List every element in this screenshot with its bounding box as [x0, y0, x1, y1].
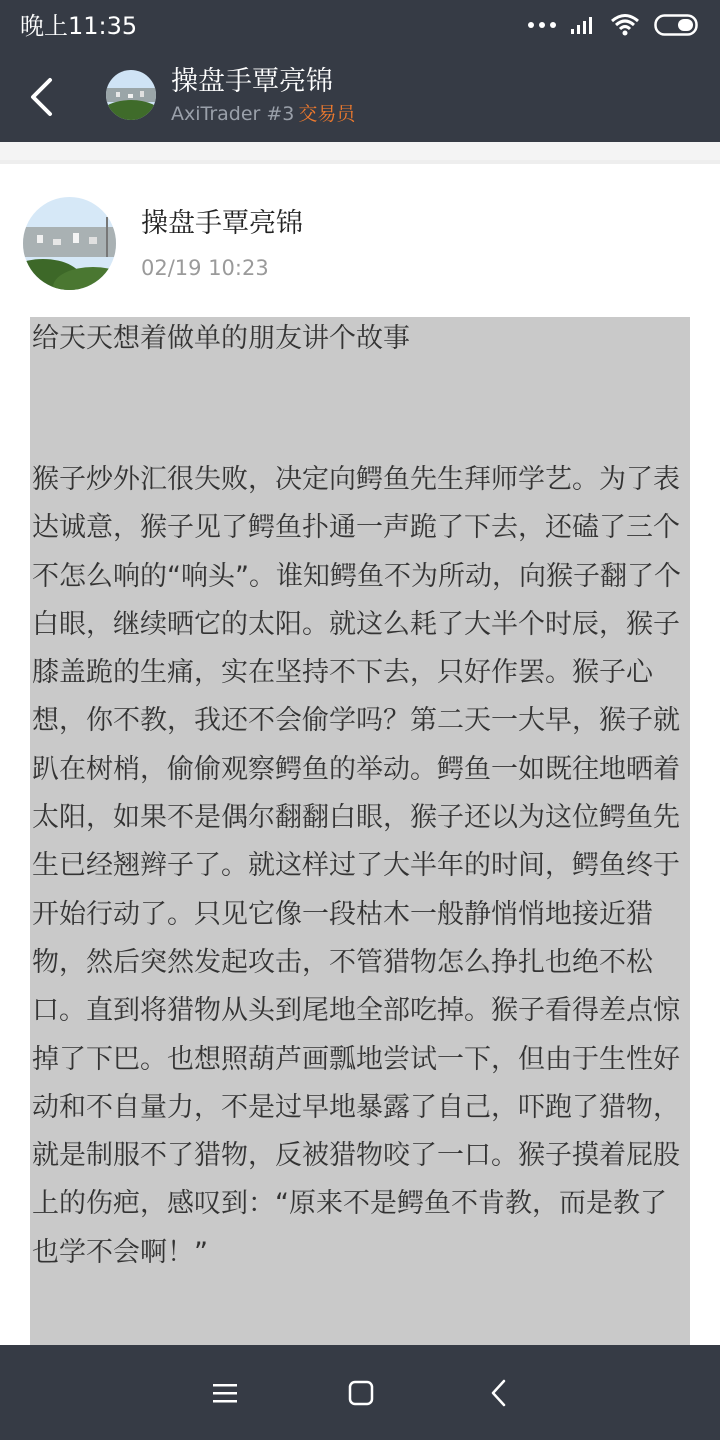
signal-icon [570, 15, 596, 35]
post-headline: 给天天想着做单的朋友讲个故事 [32, 323, 410, 354]
home-square-icon [348, 1380, 374, 1406]
status-icons [528, 8, 700, 42]
status-time: 晚上11:35 [20, 12, 138, 40]
back-button[interactable] [18, 72, 66, 122]
header-title: 操盘手覃亮锦 [171, 66, 333, 97]
menu-icon [212, 1382, 238, 1404]
post-paragraph: 猴子炒外汇很失败，决定向鳄鱼先生拜师学艺。为了表达诚意，猴子见了鳄鱼扑通一声跪了下去，还磕了三个不怎么响的“响头”。谁知鳄鱼不为所动，向猴子翻了个白眼，继续晒它的太阳。就这么耗了大半个时辰，猴子膝盖跪的生痛，实在坚持不下去，只好作罢。猴子心想，你不教，我还不会偷学吗？第二天一大早，猴子就趴在树梢，偷偷观察鳄鱼的举动。鳄鱼一如既往地晒着太阳，如果不是偶尔翻翻白眼，猴子还以为这位鳄鱼先生已经翘辫子了。就这样过了大半年的时间，鳄鱼终于开始行动了。只见它像一段枯木一般静悄悄地接近猎物，然后突然发起攻击，不管猎物怎么挣扎也绝不松口。直到将猎物从头到尾地全部吃掉。猴子看得差点惊掉了下巴。也想照葫芦画瓢地尝试一下，但由于生性好动和不自量力，不是过早地暴露了自己，吓跑了猎物，就是制服不了猎物，反被猎物咬了一口。猴子摸着屁股上的伤疤，感叹到：“原来不是鳄鱼不肯教，而是教了也学不会啊！” [32, 464, 681, 1268]
header-subtitle [171, 101, 355, 127]
wifi-icon [610, 13, 640, 37]
status-bar [0, 0, 720, 52]
more-dots-icon [528, 22, 556, 28]
divider [0, 142, 720, 164]
chevron-left-icon [28, 77, 56, 117]
post-content [30, 317, 690, 1345]
post-author[interactable]: 操盘手覃亮锦 [141, 208, 303, 239]
avatar-landscape-image [23, 197, 116, 290]
menu-button[interactable] [197, 1365, 253, 1421]
header-avatar[interactable] [106, 70, 156, 120]
post-timestamp: 02/19 10:23 [141, 256, 269, 280]
app-header [0, 52, 720, 142]
battery-icon [654, 13, 700, 37]
trader-id: AxiTrader #3 [171, 103, 295, 125]
author-avatar[interactable] [23, 197, 116, 290]
back-triangle-icon [490, 1379, 508, 1407]
home-button[interactable] [333, 1365, 389, 1421]
nav-back-button[interactable] [471, 1365, 527, 1421]
avatar-landscape-image [106, 70, 156, 120]
system-nav-bar [0, 1345, 720, 1440]
role-badge: 交易员 [298, 103, 356, 125]
